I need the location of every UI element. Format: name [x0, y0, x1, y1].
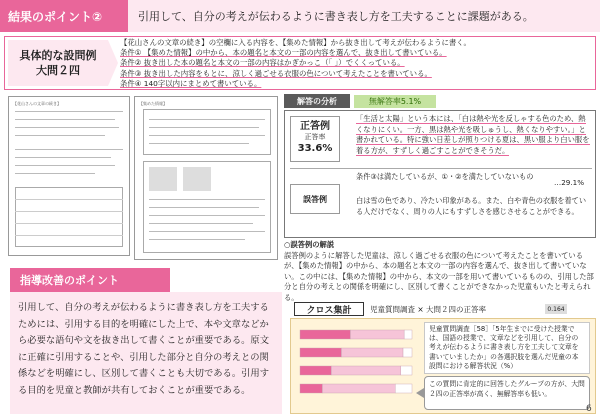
- bar-segment: [322, 384, 395, 393]
- cross-tab-subtitle: 児童質問調査 × 大問２四の正答率: [370, 305, 487, 314]
- wrong-example-label: 誤答例: [290, 184, 340, 214]
- question-line: 条件④ 140字以内にまとめて書いている。: [120, 78, 262, 88]
- analysis-tab: 解答の分析: [284, 94, 350, 108]
- correct-rate-label: 正答率: [304, 133, 326, 141]
- question-arrow: [108, 40, 118, 86]
- correct-example-box: [290, 116, 340, 162]
- improvement-body: 引用して、自分の考えが伝わるように書き表し方を工夫するためには、引用する目的を明確にした上で、本や文章などから必要な語句や文を抜き出して書くことが重要である。原文に正確に引用することや、引用した部分と自分の考えとの関係などを明確にし、区別して書くことも大切である。引用する目的を児童と教師が共有しておくことが重要である。: [10, 292, 282, 414]
- bar-segment: [401, 366, 412, 375]
- section-summary: 引用して、自分の考えが伝わるように書き表し方を工夫することに課題がある。: [128, 0, 600, 32]
- improvement-tab: 指導改善のポイント: [10, 268, 170, 292]
- wrong-example-rate: …29.1%: [554, 178, 585, 187]
- correct-rate: 33.6%: [297, 143, 333, 155]
- section-title: 結果のポイント②: [0, 0, 128, 32]
- correlation-badge: 0.164: [545, 304, 567, 314]
- cross-tab-title: クロス集計: [294, 302, 364, 316]
- question-conditions: [120, 38, 592, 89]
- explanation-title: ○誤答例の解説: [284, 240, 335, 249]
- bar-segment: [403, 348, 412, 357]
- bar-segment: [300, 348, 341, 357]
- correct-example-body: 「生活と太陽」という本には、「白は熱や光を反しゃする色のため、熱くなりにくい。一方、黒は熱や光を吸しゅうし、熱くなりやすい。」と書かれている。特に強い日差しが照りつける夏は、黒い服より白い服を着る方が、すずしく過ごすことができそうだ。: [356, 114, 590, 155]
- question-label: [8, 40, 108, 86]
- question-label-line1: 具体的な設問例: [19, 48, 97, 62]
- question-line: 条件② 抜き出した本の題名と本文の一部の内容はかぎかっこ（「 」）でくくっている。: [120, 58, 405, 68]
- no-answer-rate: 無解答率5.1%: [354, 95, 436, 108]
- cross-tab-chart: [296, 324, 416, 408]
- bar-segment: [395, 384, 412, 393]
- question-line: 条件① 【集めた情報】の中から、本の題名と本文の一部の内容を選んで、抜き出して書いている。: [120, 48, 447, 58]
- worksheet-caption: 【集めた情報】: [139, 101, 167, 106]
- wrong-answer-explanation: [284, 240, 596, 303]
- bar-segment: [331, 366, 400, 375]
- correct-example-text: [356, 114, 592, 156]
- analysis-divider: [290, 168, 592, 169]
- page-number: 6: [586, 404, 592, 414]
- wrong-example-condition: 条件③は満たしているが、①・②を満たしていないもの: [356, 172, 534, 181]
- bar-segment: [300, 384, 322, 393]
- worksheet-caption: 【花山さんの文章の続き】: [13, 101, 61, 106]
- bar-segment: [300, 366, 331, 375]
- question-label-line2: 大問２四: [36, 64, 80, 77]
- survey-question: 児童質問調査［58］「5年生までに受けた授業では、国語の授業で、文章などを引用して、自分の考えが伝わるように書き表し方を工夫して文章を書いていましたか」の各選択肢を選んだ児童の本設問における解答状況（%）: [424, 322, 590, 374]
- note-pointer: [416, 388, 424, 398]
- bar-segment: [350, 330, 404, 339]
- bar-segment: [341, 348, 403, 357]
- question-line: 【花山さんの文章の続き】の空欄に入る内容を、【集めた情報】から抜き出して考えが伝わるように書く。: [120, 38, 471, 47]
- cross-tab-note: この質問に肯定的に回答したグループの方が、大問２四の正答率が高く、無解答率も低い。: [424, 376, 590, 410]
- correct-example-label: 正答例: [300, 121, 330, 132]
- question-line: 条件③ 抜き出した内容をもとに、涼しく過ごせる衣服の色について考えたことを書いている。: [120, 68, 432, 78]
- worksheet-image-1: [8, 96, 130, 256]
- bar-segment: [300, 330, 350, 339]
- explanation-text: 誤答例のように解答した児童は、涼しく過ごせる衣服の色について考えたことを書いているが、【集めた情報】の中から、本の題名と本文の一部の内容を選んで、抜き出して書いていない。この中には、【集めた情報】の中から、本文の一部を用いて書いているものの、引用した部分と自分の考えとの関係を明確にし、区別して書くことができなかった児童もいたと考えられる。: [284, 250, 594, 302]
- wrong-example-body: 白は雪の色であり、冷たい印象がある。また、白や青色の衣服を着ている人だけでなく、周りの人にもすずしさを感じさせることができる。: [356, 196, 587, 216]
- worksheet-image-2: [134, 96, 278, 260]
- bar-segment: [404, 330, 412, 339]
